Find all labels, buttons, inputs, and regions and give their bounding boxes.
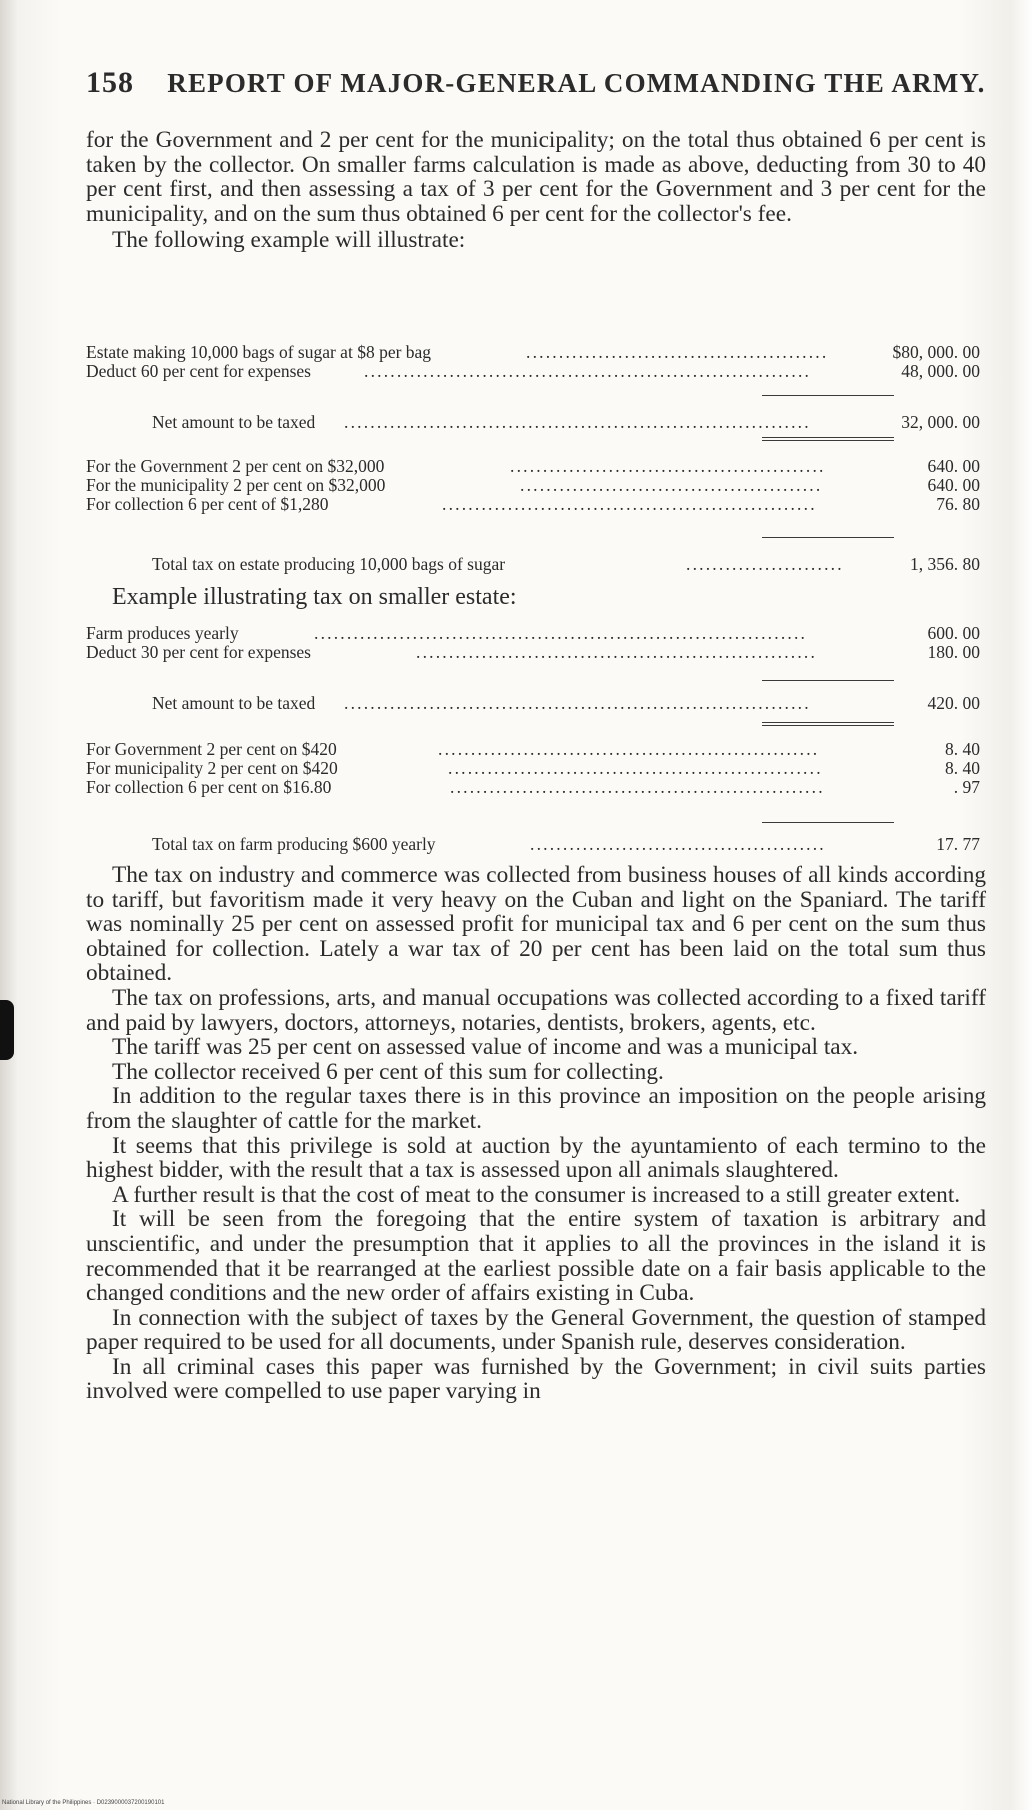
row-label: Total tax on farm producing $600 yearly bbox=[152, 834, 436, 854]
table-row: Deduct 30 per cent for expenses ............................................................. 180. 00 bbox=[86, 642, 980, 662]
paragraph: A further result is that the cost of meat to the consumer is increased to a still greater extent. bbox=[112, 1181, 961, 1208]
table-row: Deduct 60 per cent for expenses .................................................................... 48, 000. 00 bbox=[86, 361, 980, 381]
row-label: For Government 2 per cent on $420 bbox=[86, 739, 337, 759]
running-title: REPORT OF MAJOR-GENERAL COMMANDING THE ARMY. bbox=[167, 68, 986, 98]
row-label: For collection 6 per cent of $1,280 bbox=[86, 494, 329, 514]
table-row: Farm produces yearly ........................................................................... 600. 00 bbox=[86, 623, 980, 643]
row-label: Deduct 60 per cent for expenses bbox=[86, 361, 311, 381]
scan-footer: National Library of the Philippines · D0239000037200190101 bbox=[2, 1800, 165, 1806]
double-rule bbox=[762, 722, 894, 726]
paragraph: In all criminal cases this paper was furnished by the Government; in civil suits parties involved were compelled to use paper varying in bbox=[86, 1353, 986, 1405]
row-value: 180. 00 bbox=[927, 642, 980, 662]
intro-paragraph bbox=[86, 128, 986, 253]
paragraph: The tax on industry and commerce was collected from business houses of all kinds according to tariff, but favoritism made it very heavy on the Cuban and light on the Spaniard. The tariff was nominally 25 per cent on assessed profit for municipal tax and 6 per cent on the sum thus obtained for collection. Lately a war tax of 20 per cent has been laid on the total sum thus obtained. bbox=[86, 862, 986, 987]
row-label: Estate making 10,000 bags of sugar at $8 per bag bbox=[86, 342, 432, 362]
row-value: 32, 000. 00 bbox=[901, 412, 980, 432]
table-row: For the Government 2 per cent on $32,000 ................................................ 640. 00 bbox=[86, 456, 980, 476]
paragraph: In connection with the subject of taxes by the General Government, the question of stamped paper required to be used for all documents, under Spanish rule, deserves consideration. bbox=[86, 1304, 986, 1356]
paragraph: for the Government and 2 per cent for the municipality; on the total thus obtained 6 per cent is taken by the collector. On smaller farms calculation is made as above, deducting from 30 to 40 per cent first, and then assessing a tax of 3 per cent for the Government and 3 per cent for the municipality, and on the sum thus obtained 6 per cent for the collector's fee. bbox=[86, 127, 986, 227]
tax-rows bbox=[86, 457, 986, 514]
net-amount-row: Net amount to be taxed ....................................................................... 420. 00 bbox=[152, 693, 980, 713]
row-value: 420. 00 bbox=[927, 693, 980, 713]
sum-rule bbox=[762, 822, 894, 823]
binding-shadow bbox=[0, 1000, 14, 1060]
row-value: 1, 356. 80 bbox=[910, 554, 980, 574]
row-value: . 97 bbox=[953, 777, 980, 797]
total-row: Total tax on estate producing 10,000 bags of sugar ........................ 1, 356. 80 bbox=[152, 554, 980, 574]
row-value: 17. 77 bbox=[936, 834, 980, 854]
table-row: For collection 6 per cent of $1,280 ......................................................... 76. 80 bbox=[86, 494, 980, 514]
row-label: Farm produces yearly bbox=[86, 623, 239, 643]
row-label: For municipality 2 per cent on $420 bbox=[86, 758, 338, 778]
paragraph: In addition to the regular taxes there is in this province an imposition on the people arising from the slaughter of cattle for the market. bbox=[86, 1083, 986, 1134]
row-label: For the Government 2 per cent on $32,000 bbox=[86, 456, 385, 476]
sum-rule bbox=[762, 680, 894, 681]
total-row: Total tax on farm producing $600 yearly ............................................. 17. 77 bbox=[152, 834, 980, 854]
double-rule bbox=[762, 437, 894, 441]
table-row: For collection 6 per cent on $16.80 ......................................................... . 97 bbox=[86, 777, 980, 797]
row-label: For the municipality 2 per cent on $32,000 bbox=[86, 475, 386, 495]
sum-rule bbox=[762, 395, 894, 396]
table-row: For the municipality 2 per cent on $32,000 .............................................. 640. 00 bbox=[86, 475, 980, 495]
row-value: 76. 80 bbox=[936, 494, 980, 514]
paragraph: It will be seen from the foregoing that the entire system of taxation is arbitrary and unscientific, and under the presumption that it applies to all the provinces in the island it is recommended that it be rearranged at the earliest possible date on a fair basis applicable to the changed conditions and the new order of affairs existing in Cuba. bbox=[86, 1206, 986, 1307]
row-value: $80, 000. 00 bbox=[892, 342, 980, 362]
row-label: Net amount to be taxed bbox=[152, 693, 316, 713]
row-label: Total tax on estate producing 10,000 bags of sugar bbox=[152, 554, 506, 574]
example-heading: Example illustrating tax on smaller estate: bbox=[112, 584, 517, 610]
running-header bbox=[86, 66, 986, 100]
paragraph: The collector received 6 per cent of this sum for collecting. bbox=[112, 1058, 664, 1085]
row-value: 640. 00 bbox=[927, 456, 980, 476]
page-number: 158 bbox=[86, 66, 134, 99]
row-value: 48, 000. 00 bbox=[901, 361, 980, 381]
tax-rows bbox=[86, 740, 986, 797]
net-amount-row: Net amount to be taxed ....................................................................... 32, 000. 00 bbox=[152, 412, 980, 432]
row-value: 640. 00 bbox=[927, 475, 980, 495]
sum-rule bbox=[762, 537, 894, 538]
table-row: For municipality 2 per cent on $420 ......................................................... 8. 40 bbox=[86, 758, 980, 778]
body-text bbox=[86, 863, 986, 1404]
row-label: For collection 6 per cent on $16.80 bbox=[86, 777, 332, 797]
paragraph: The tariff was 25 per cent on assessed value of income and was a municipal tax. bbox=[112, 1034, 859, 1061]
row-value: 8. 40 bbox=[945, 739, 980, 759]
farm-tax-table bbox=[86, 624, 986, 662]
row-label: Deduct 30 per cent for expenses bbox=[86, 642, 311, 662]
table-row: Estate making 10,000 bags of sugar at $8 per bag .............................................. $80, 000. 00 bbox=[86, 342, 980, 362]
row-value: 600. 00 bbox=[927, 623, 980, 643]
table-row: For Government 2 per cent on $420 .......................................................... 8. 40 bbox=[86, 739, 980, 759]
paragraph: It seems that this privilege is sold at auction by the ayuntamiento of each termino to the highest bidder, with the result that a tax is assessed upon all animals slaughtered. bbox=[86, 1132, 986, 1184]
estate-tax-table bbox=[86, 343, 986, 381]
row-value: 8. 40 bbox=[945, 758, 980, 778]
paragraph: The tax on professions, arts, and manual occupations was collected according to a fixed tariff and paid by lawyers, doctors, attorneys, notaries, dentists, brokers, agents, etc. bbox=[86, 984, 986, 1036]
row-label: Net amount to be taxed bbox=[152, 412, 316, 432]
example-intro: The following example will illustrate: bbox=[112, 227, 466, 254]
